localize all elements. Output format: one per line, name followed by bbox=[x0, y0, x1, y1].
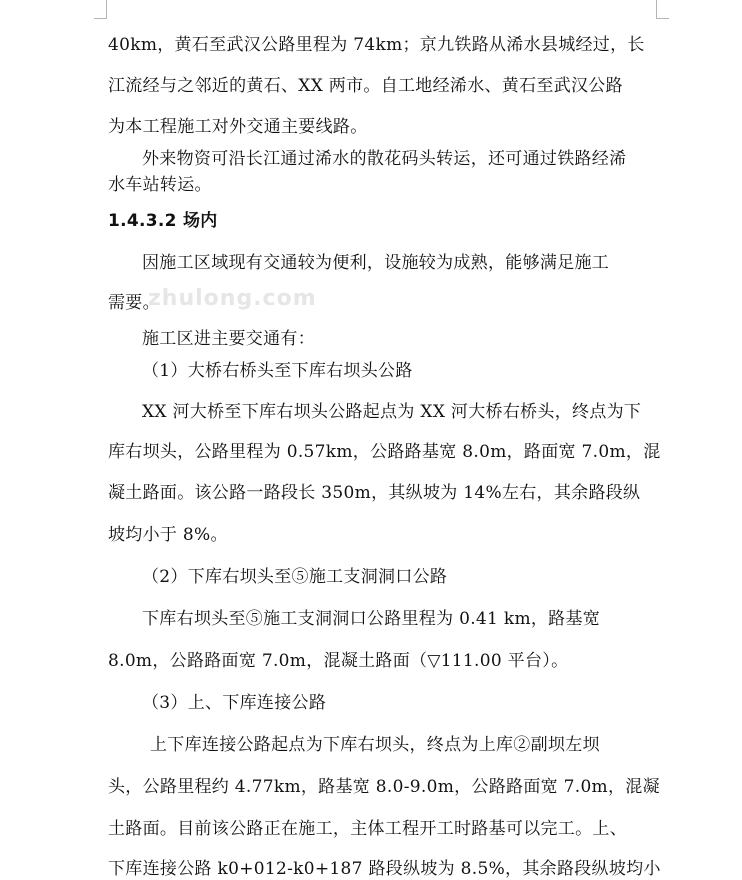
paragraph-line: XX 河大桥至下库右坝头公路起点为 XX 河大桥右桥头，终点为下 bbox=[142, 402, 642, 422]
paragraph-line: 水车站转运。 bbox=[108, 175, 212, 195]
paragraph-line: 为本工程施工对外交通主要线路。 bbox=[108, 117, 368, 137]
paragraph-line: 江流经与之邻近的黄石、XX 两市。自工地经浠水、黄石至武汉公路 bbox=[108, 76, 623, 96]
paragraph-line: 库右坝头，公路里程为 0.57km，公路路基宽 8.0m，路面宽 7.0m，混 bbox=[108, 442, 661, 462]
list-item-heading: （3）上、下库连接公路 bbox=[142, 693, 327, 713]
paragraph-line: 因施工区域现有交通较为便利，设施较为成熟，能够满足施工 bbox=[142, 253, 610, 273]
paragraph-line: 40km，黄石至武汉公路里程为 74km；京九铁路从浠水县城经过，长 bbox=[108, 35, 645, 55]
section-heading: 1.4.3.2 场内 bbox=[108, 211, 218, 231]
paragraph-line: 下库右坝头至⑤施工支洞洞口公路里程为 0.41 km，路基宽 bbox=[142, 609, 601, 629]
list-item-heading: （2）下库右坝头至⑤施工支洞洞口公路 bbox=[142, 567, 448, 587]
paragraph-line: 施工区进主要交通有： bbox=[142, 329, 315, 349]
crop-mark-left bbox=[94, 0, 107, 19]
paragraph-line: 外来物资可沿长江通过浠水的散花码头转运，还可通过铁路经浠 bbox=[142, 149, 627, 169]
paragraph-line: 坡均小于 8%。 bbox=[108, 525, 228, 545]
paragraph-line: 8.0m，公路路面宽 7.0m，混凝土路面（▽111.00 平台）。 bbox=[108, 651, 569, 671]
paragraph-line: 凝土路面。该公路一路段长 350m，其纵坡为 14%左右，其余路段纵 bbox=[108, 483, 641, 503]
paragraph-line: 下库连接公路 k0+012-k0+187 路段纵坡为 8.5%，其余路段纵坡均小 bbox=[108, 859, 661, 879]
paragraph-line: 头，公路里程约 4.77km，路基宽 8.0-9.0m，公路路面宽 7.0m，混凝 bbox=[108, 777, 660, 797]
crop-mark-right bbox=[656, 0, 669, 19]
list-item-heading: （1）大桥右桥头至下库右坝头公路 bbox=[142, 361, 413, 381]
watermark: zhulong.com bbox=[148, 286, 317, 311]
paragraph-line: 上下库连接公路起点为下库右坝头，终点为上库②副坝左坝 bbox=[150, 735, 600, 755]
paragraph-line: 需要。 bbox=[108, 293, 160, 313]
paragraph-line: 土路面。目前该公路正在施工，主体工程开工时路基可以完工。上、 bbox=[108, 819, 627, 839]
